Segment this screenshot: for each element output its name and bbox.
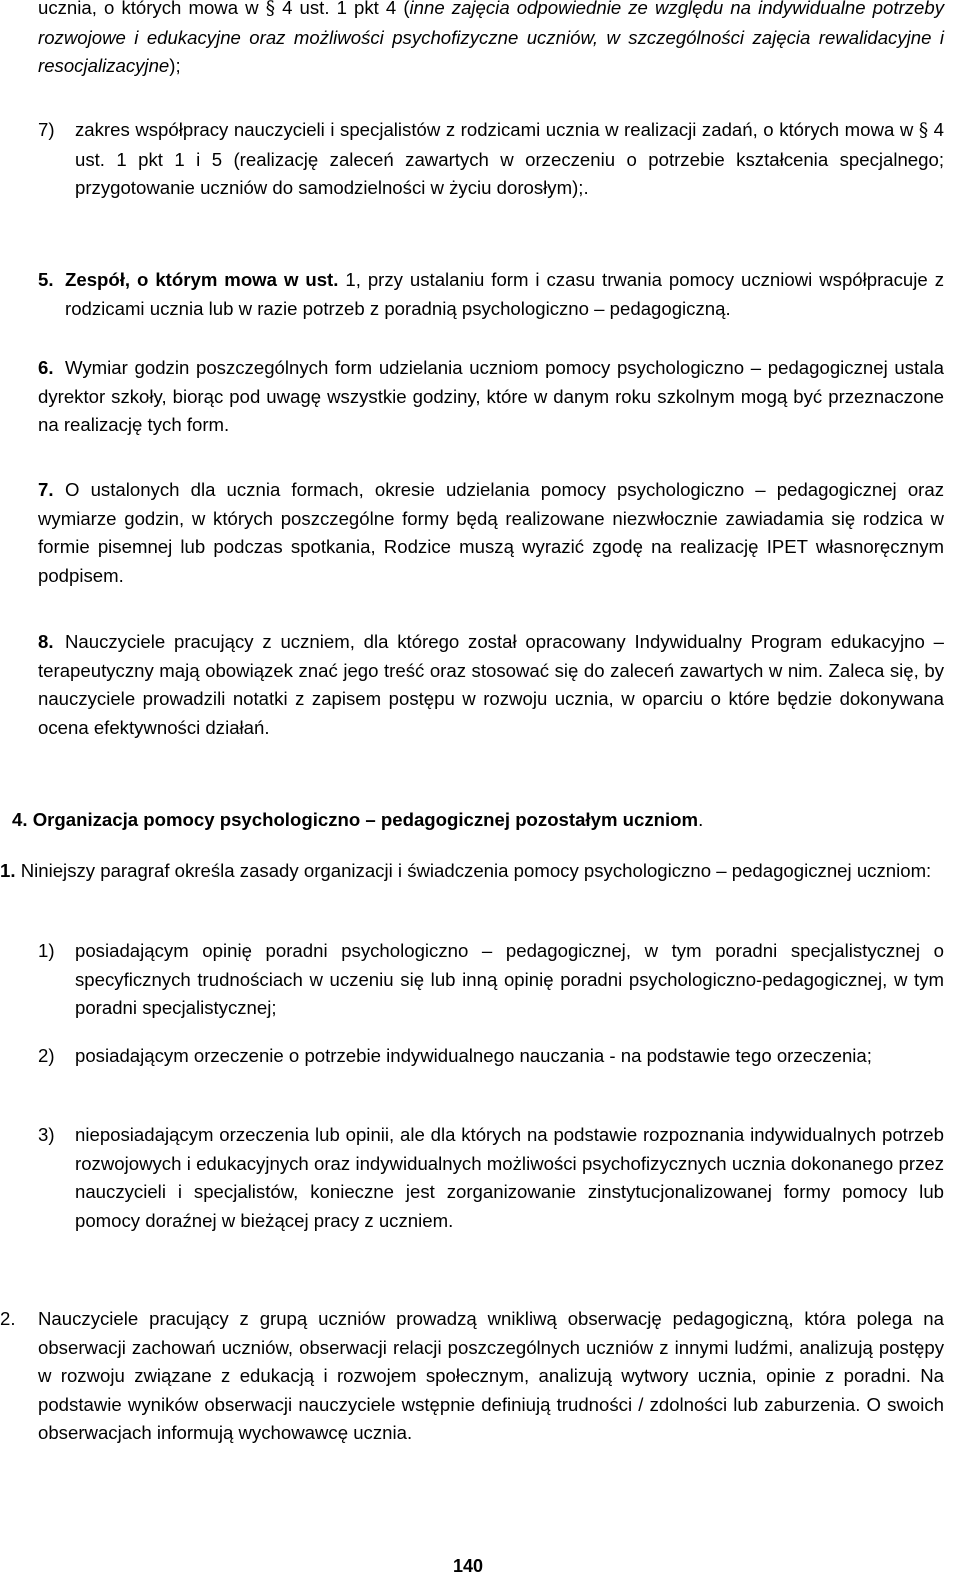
paragraph-5-label: 5.: [38, 269, 54, 290]
paragraph-5-text: Zespół, o którym mowa w ust. 1, przy ustalaniu form i czasu trwania pomocy uczniowi współpracuje z rodzicami ucznia lub w razie potrzeb z poradnią psychologiczno – pedagogiczną.: [65, 269, 944, 319]
paragraph-6-text: Wymiar godzin poszczególnych form udzielania uczniom pomocy psychologiczno – pedagogicznej ustala dyrektor szkoły, biorąc pod uwagę wszystkie godziny, które w danym roku szkolnym mogą być przeznaczone na realizację tych form.: [38, 357, 944, 436]
section-sign: §: [918, 120, 929, 141]
paragraph-7-text: O ustalonych dla ucznia formach, okresie udzielania pomocy psychologiczno – pedagogicznej oraz wymiarze godzin, w których poszczególne formy będą realizowane niezwłocznie zawiadamia się rodzica w formie pisemnej lub podczas spotkania, Rodzice muszą wyrazić zgodę na realizację IPET własnoręcznym podpisem.: [38, 479, 944, 586]
list-item-1-label: 1): [38, 940, 55, 961]
paragraph-8-label: 8.: [38, 631, 54, 652]
section-4-paragraph-2-label: 2.: [0, 1308, 16, 1329]
item-7-label: 7): [38, 119, 55, 140]
section-4-paragraph-2-text: Nauczyciele pracujący z grupą uczniów prowadzą wnikliwą obserwację pedagogiczną, która polega na obserwacji zachowań uczniów, obserwacji relacji poszczególnych uczniów z innymi ludźmi, analizują postępy w rozwoju związane z edukacją i rozwojem społecznym, analizują wytwory ucznia, opinie z poradni. Na podstawie wyników obserwacji nauczyciele wstępnie definiują trudności / zdolności lub zaburzenia. O swoich obserwacjach informują wychowawcę ucznia.: [38, 1308, 944, 1444]
section-4-paragraph-1: 1. Niniejszy paragraf określa zasady organizacji i świadczenia pomocy psychologiczno – pedagogicznej uczniom:: [0, 860, 932, 881]
section-4-title: Organizacja pomocy psychologiczno – pedagogicznej pozostałym uczniom: [32, 809, 699, 830]
list-item-3-label: 3): [38, 1124, 55, 1145]
list-item-3-text: nieposiadającym orzeczenia lub opinii, ale dla których na podstawie rozpoznania indywidualnych potrzeb rozwojowych i edukacyjnych oraz indywidualnych możliwości psychofizycznych ucznia dokonanego przez nauczycieli i specjalistów, konieczne jest zorganizowanie zinstytucjonalizowanej formy pomocy lub pomocy doraźnej w bieżącej pracy z uczniem.: [75, 1124, 944, 1231]
section-sign: §: [265, 0, 275, 19]
item-7-text: zakres współpracy nauczycieli i specjalistów z rodzicami ucznia w realizacji zadań, o których mowa w § 4 ust. 1 pkt 1 i 5 (realizację zaleceń zawartych w orzeczeniu o potrzebie kształcenia specjalnego; przygotowanie uczniów do samodzielności w życiu dorosłym);.: [75, 119, 944, 199]
top-continuation: ucznia, o których mowa w § 4 ust. 1 pkt 4 (inne zajęcia odpowiednie ze względu na indywidualne potrzeby rozwojowe i edukacyjne oraz możliwości psychofizyczne uczniów, w szczególności zajęcia rewalidacyjne i resocjalizacyjne);: [38, 0, 944, 81]
list-item-1-text: posiadającym opinię poradni psychologiczno – pedagogicznej, w tym poradni specjalistycznej o specyficznych trudnościach w uczeniu się lub inną opinię poradni psychologiczno-pedagogicznej, w tym poradni specjalistycznej;: [75, 940, 944, 1019]
paragraph-7-label: 7.: [38, 479, 54, 500]
section-4-paragraph-1-label: 1.: [0, 860, 16, 881]
paragraph-5-bold-lead: Zespół, o którym mowa w ust.: [65, 269, 339, 290]
list-item-2-label: 2): [38, 1045, 55, 1066]
page-number: 140: [453, 1556, 484, 1576]
italic-quote: inne zajęcia odpowiednie ze względu na indywidualne potrzeby rozwojowe i edukacyjne oraz możliwości psychofizyczne uczniów, w szczególności zajęcia rewalidacyjne i resocjalizacyjne: [38, 0, 944, 77]
section-4-number: 4.: [12, 809, 28, 830]
list-item-2-text: posiadającym orzeczenie o potrzebie indywidualnego nauczania - na podstawie tego orzeczenia;: [75, 1045, 872, 1066]
section-4-heading: 4. Organizacja pomocy psychologiczno – pedagogicznej pozostałym uczniom.: [12, 809, 704, 830]
paragraph-8-text: Nauczyciele pracujący z uczniem, dla którego został opracowany Indywidualny Program edukacyjno – terapeutyczny mają obowiązek znać jego treść oraz stosować się do zaleceń zawartych w nim. Zaleca się, by nauczyciele prowadzili notatki z zapisem postępu w rozwoju ucznia, w oparciu o które będzie dokonywana ocena efektywności działań.: [38, 631, 944, 738]
paragraph-6-label: 6.: [38, 357, 54, 378]
